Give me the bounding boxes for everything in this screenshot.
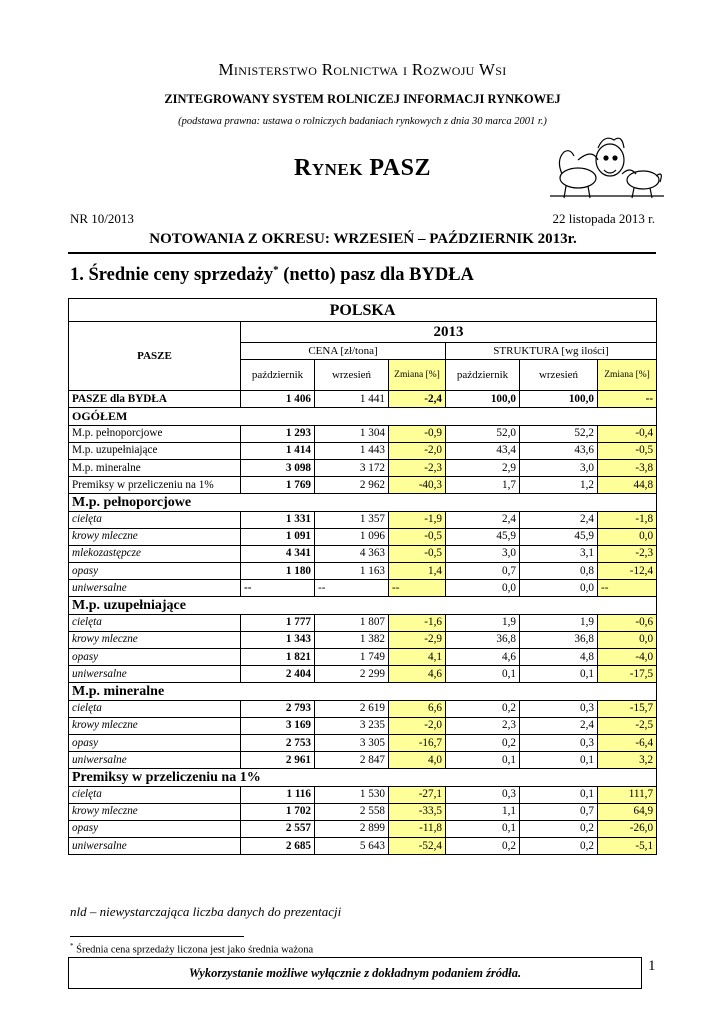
- table-row: [69, 563, 657, 580]
- struct-oct: 0,2: [446, 838, 520, 855]
- struct-change: -0,6: [598, 614, 657, 631]
- struct-sep: 3,1: [520, 545, 598, 562]
- struct-change: -0,4: [598, 425, 657, 442]
- price-sep: 3 235: [315, 717, 389, 734]
- price-oct: 1 293: [241, 425, 315, 442]
- price-oct: 1 331: [241, 511, 315, 528]
- price-change: -2,3: [389, 459, 446, 476]
- struct-sep: 0,2: [520, 838, 598, 855]
- section-heading: [70, 264, 474, 286]
- table-row: [69, 786, 657, 803]
- price-change: 1,4: [389, 563, 446, 580]
- price-change: -2,9: [389, 631, 446, 648]
- table-row: [69, 752, 657, 769]
- price-change: -0,5: [389, 545, 446, 562]
- price-sep: 1 382: [315, 631, 389, 648]
- price-sep: --: [315, 580, 389, 597]
- section-label: M.p. pełnoporcjowe: [69, 494, 657, 511]
- price-oct: 2 404: [241, 666, 315, 683]
- price-oct: 1 116: [241, 786, 315, 803]
- row-name: cielęta: [69, 614, 241, 631]
- page-number: 1: [648, 958, 656, 974]
- struct-change: -3,8: [598, 459, 657, 476]
- row-name: krowy mleczne: [69, 528, 241, 545]
- price-oct: 2 793: [241, 700, 315, 717]
- price-change: -1,6: [389, 614, 446, 631]
- price-change: 6,6: [389, 700, 446, 717]
- price-change: -2,0: [389, 442, 446, 459]
- struct-sep: 0,1: [520, 786, 598, 803]
- price-oct-header: październik: [241, 360, 315, 391]
- struct-change: 0,0: [598, 528, 657, 545]
- table-row: [69, 580, 657, 597]
- struct-sep: 0,1: [520, 752, 598, 769]
- table-row: [69, 631, 657, 648]
- table-row: [69, 803, 657, 820]
- price-sep: 1 807: [315, 614, 389, 631]
- struct-change: 111,7: [598, 786, 657, 803]
- price-change-label: Zmiana [%]: [394, 369, 440, 380]
- system-name: ZINTEGROWANY SYSTEM ROLNICZEJ INFORMACJI RYNKOWEJ: [164, 92, 561, 106]
- price-change: -0,5: [389, 528, 446, 545]
- struct-change: 0,0: [598, 631, 657, 648]
- struct-sep: 0,8: [520, 563, 598, 580]
- struct-oct: 52,0: [446, 425, 520, 442]
- struct-change-label: Zmiana [%]: [604, 369, 650, 380]
- section-label: Premiksy w przeliczeniu na 1%: [69, 769, 657, 786]
- table-row: [69, 391, 657, 408]
- price-oct: 3 098: [241, 459, 315, 476]
- usage-notice: Wykorzystanie możliwe wyłącznie z dokładnym podaniem źródła.: [68, 957, 642, 989]
- struct-change: -5,1: [598, 838, 657, 855]
- struct-oct: 0,1: [446, 820, 520, 837]
- price-sep: 1 304: [315, 425, 389, 442]
- structure-header: STRUKTURA [wg ilości]: [446, 343, 657, 360]
- price-sep: 3 172: [315, 459, 389, 476]
- struct-sep: 52,2: [520, 425, 598, 442]
- footnote: [70, 942, 313, 956]
- table-row: [69, 838, 657, 855]
- struct-sep: 2,4: [520, 717, 598, 734]
- struct-sep: 43,6: [520, 442, 598, 459]
- price-header: CENA [zł/tona]: [241, 343, 446, 360]
- price-sep: 2 962: [315, 477, 389, 494]
- table-row: [69, 511, 657, 528]
- legal-basis: (podstawa prawna: ustawa o rolniczych badaniach rynkowych z dnia 30 marca 2001 r.): [178, 116, 547, 127]
- row-name: opasy: [69, 820, 241, 837]
- struct-oct: 0,7: [446, 563, 520, 580]
- struct-oct: 1,1: [446, 803, 520, 820]
- table-section-row: [69, 597, 657, 614]
- struct-sep: 100,0: [520, 391, 598, 408]
- struct-sep: 0,3: [520, 700, 598, 717]
- price-change: 4,0: [389, 752, 446, 769]
- price-sep: 1 163: [315, 563, 389, 580]
- struct-change: -17,5: [598, 666, 657, 683]
- price-sep: 2 619: [315, 700, 389, 717]
- price-oct: 1 091: [241, 528, 315, 545]
- pasze-column-header: PASZE: [69, 322, 241, 391]
- table-section-row: [69, 683, 657, 700]
- price-oct: 2 557: [241, 820, 315, 837]
- table-section-row: [69, 408, 657, 425]
- divider: [68, 252, 656, 254]
- struct-sep: 45,9: [520, 528, 598, 545]
- row-name: M.p. mineralne: [69, 459, 241, 476]
- price-change: -27,1: [389, 786, 446, 803]
- table-row: [69, 649, 657, 666]
- heading-star: *: [273, 264, 279, 276]
- struct-sep: 1,9: [520, 614, 598, 631]
- price-change: -16,7: [389, 734, 446, 751]
- price-sep: 2 299: [315, 666, 389, 683]
- struct-oct: 100,0: [446, 391, 520, 408]
- section-label: M.p. mineralne: [69, 683, 657, 700]
- section-label: M.p. uzupełniające: [69, 597, 657, 614]
- price-oct: 1 343: [241, 631, 315, 648]
- struct-change: -12,4: [598, 563, 657, 580]
- price-change: -2,0: [389, 717, 446, 734]
- price-sep: 4 363: [315, 545, 389, 562]
- struct-change: -4,0: [598, 649, 657, 666]
- struct-sep: 0,2: [520, 820, 598, 837]
- struct-oct: 3,0: [446, 545, 520, 562]
- price-change: -40,3: [389, 477, 446, 494]
- price-sep: 3 305: [315, 734, 389, 751]
- price-change: -1,9: [389, 511, 446, 528]
- struct-sep: 3,0: [520, 459, 598, 476]
- period-title: NOTOWANIA Z OKRESU: WRZESIEŃ – PAŹDZIERNIK 2013r.: [149, 231, 577, 247]
- struct-oct: 43,4: [446, 442, 520, 459]
- table-row: [69, 700, 657, 717]
- struct-oct: 1,7: [446, 477, 520, 494]
- row-name: opasy: [69, 734, 241, 751]
- row-name: uniwersalne: [69, 666, 241, 683]
- struct-oct: 0,1: [446, 666, 520, 683]
- footnote-divider: [70, 936, 244, 937]
- price-sep: 1 441: [315, 391, 389, 408]
- struct-oct: 1,9: [446, 614, 520, 631]
- struct-oct: 4,6: [446, 649, 520, 666]
- price-oct: 2 753: [241, 734, 315, 751]
- price-sep: 1 357: [315, 511, 389, 528]
- report-date: 22 listopada 2013 r.: [552, 211, 655, 226]
- struct-change: -6,4: [598, 734, 657, 751]
- struct-oct: 45,9: [446, 528, 520, 545]
- struct-sep-header: wrzesień: [520, 360, 598, 391]
- row-name: cielęta: [69, 786, 241, 803]
- struct-change: --: [598, 580, 657, 597]
- table-row: [69, 717, 657, 734]
- price-table: [68, 298, 657, 855]
- row-name: uniwersalne: [69, 838, 241, 855]
- struct-change: -0,5: [598, 442, 657, 459]
- row-name: krowy mleczne: [69, 631, 241, 648]
- struct-oct: 2,9: [446, 459, 520, 476]
- price-change: -0,9: [389, 425, 446, 442]
- row-name: opasy: [69, 563, 241, 580]
- price-sep: 1 096: [315, 528, 389, 545]
- row-name: cielęta: [69, 700, 241, 717]
- section-label: OGÓŁEM: [69, 408, 657, 425]
- row-name: Premiksy w przeliczeniu na 1%: [69, 477, 241, 494]
- struct-sep: 2,4: [520, 511, 598, 528]
- price-change: -2,4: [389, 391, 446, 408]
- row-name: mlekozastępcze: [69, 545, 241, 562]
- table-section-row: [69, 769, 657, 786]
- struct-sep: 1,2: [520, 477, 598, 494]
- footnote-text: Średnia cena sprzedaży liczona jest jako średnia ważona: [73, 944, 314, 956]
- region-header: POLSKA: [69, 299, 657, 322]
- price-oct: 4 341: [241, 545, 315, 562]
- struct-oct: 0,3: [446, 786, 520, 803]
- ministry-name: Ministerstwo Rolnictwa i Rozwoju Wsi: [218, 60, 507, 79]
- table-row: [69, 614, 657, 631]
- struct-change: -2,3: [598, 545, 657, 562]
- price-change: -52,4: [389, 838, 446, 855]
- report-title: Rynek PASZ: [293, 155, 431, 181]
- table-section-row: [69, 494, 657, 511]
- row-name: cielęta: [69, 511, 241, 528]
- report-number: NR 10/2013: [70, 211, 134, 226]
- table-row: [69, 425, 657, 442]
- price-sep: 2 899: [315, 820, 389, 837]
- price-oct: 3 169: [241, 717, 315, 734]
- price-oct: 1 702: [241, 803, 315, 820]
- table-row: [69, 820, 657, 837]
- struct-oct: 0,1: [446, 752, 520, 769]
- price-sep-header: wrzesień: [315, 360, 389, 391]
- price-sep: 2 847: [315, 752, 389, 769]
- row-name: krowy mleczne: [69, 803, 241, 820]
- price-change: --: [389, 580, 446, 597]
- struct-change: -2,5: [598, 717, 657, 734]
- table-row: [69, 477, 657, 494]
- price-oct: 1 821: [241, 649, 315, 666]
- table-row: [69, 442, 657, 459]
- row-name: krowy mleczne: [69, 717, 241, 734]
- struct-sep: 4,8: [520, 649, 598, 666]
- price-oct: --: [241, 580, 315, 597]
- table-row: [69, 528, 657, 545]
- struct-sep: 0,7: [520, 803, 598, 820]
- table-row: [69, 459, 657, 476]
- struct-sep: 0,3: [520, 734, 598, 751]
- price-change: -33,5: [389, 803, 446, 820]
- struct-change: 44,8: [598, 477, 657, 494]
- price-oct: 1 414: [241, 442, 315, 459]
- struct-change: 64,9: [598, 803, 657, 820]
- struct-change: --: [598, 391, 657, 408]
- price-sep: 2 558: [315, 803, 389, 820]
- struct-sep: 0,0: [520, 580, 598, 597]
- heading-text: 1. Średnie ceny sprzedaży: [70, 265, 274, 286]
- struct-oct: 2,4: [446, 511, 520, 528]
- struct-oct: 0,0: [446, 580, 520, 597]
- price-oct: 1 406: [241, 391, 315, 408]
- footnote-star: *: [70, 942, 74, 950]
- price-oct: 2 685: [241, 838, 315, 855]
- row-name: M.p. pełnoporcjowe: [69, 425, 241, 442]
- struct-change: 3,2: [598, 752, 657, 769]
- row-name: uniwersalne: [69, 580, 241, 597]
- heading-rest: (netto) pasz dla BYDŁA: [278, 265, 474, 286]
- table-row: [69, 545, 657, 562]
- price-change: 4,1: [389, 649, 446, 666]
- struct-oct: 36,8: [446, 631, 520, 648]
- struct-change: -26,0: [598, 820, 657, 837]
- price-oct: 1 769: [241, 477, 315, 494]
- struct-sep: 36,8: [520, 631, 598, 648]
- table-row: [69, 734, 657, 751]
- price-oct: 2 961: [241, 752, 315, 769]
- price-oct: 1 180: [241, 563, 315, 580]
- price-change-header: [389, 360, 446, 391]
- struct-change-header: [598, 360, 657, 391]
- year-header: 2013: [241, 322, 657, 343]
- struct-change: -15,7: [598, 700, 657, 717]
- price-change: -11,8: [389, 820, 446, 837]
- row-name: PASZE dla BYDŁA: [69, 391, 241, 408]
- struct-change: -1,8: [598, 511, 657, 528]
- struct-oct: 0,2: [446, 734, 520, 751]
- struct-oct: 0,2: [446, 700, 520, 717]
- price-sep: 1 530: [315, 786, 389, 803]
- price-sep: 1 443: [315, 442, 389, 459]
- struct-oct: 2,3: [446, 717, 520, 734]
- price-sep: 1 749: [315, 649, 389, 666]
- row-name: uniwersalne: [69, 752, 241, 769]
- price-oct: 1 777: [241, 614, 315, 631]
- struct-sep: 0,1: [520, 666, 598, 683]
- nld-note: nld – niewystarczająca liczba danych do prezentacji: [70, 904, 342, 919]
- price-sep: 5 643: [315, 838, 389, 855]
- price-change: 4,6: [389, 666, 446, 683]
- row-name: opasy: [69, 649, 241, 666]
- table-row: [69, 666, 657, 683]
- animals-illustration-icon: [548, 130, 666, 202]
- struct-oct-header: październik: [446, 360, 520, 391]
- row-name: M.p. uzupełniające: [69, 442, 241, 459]
